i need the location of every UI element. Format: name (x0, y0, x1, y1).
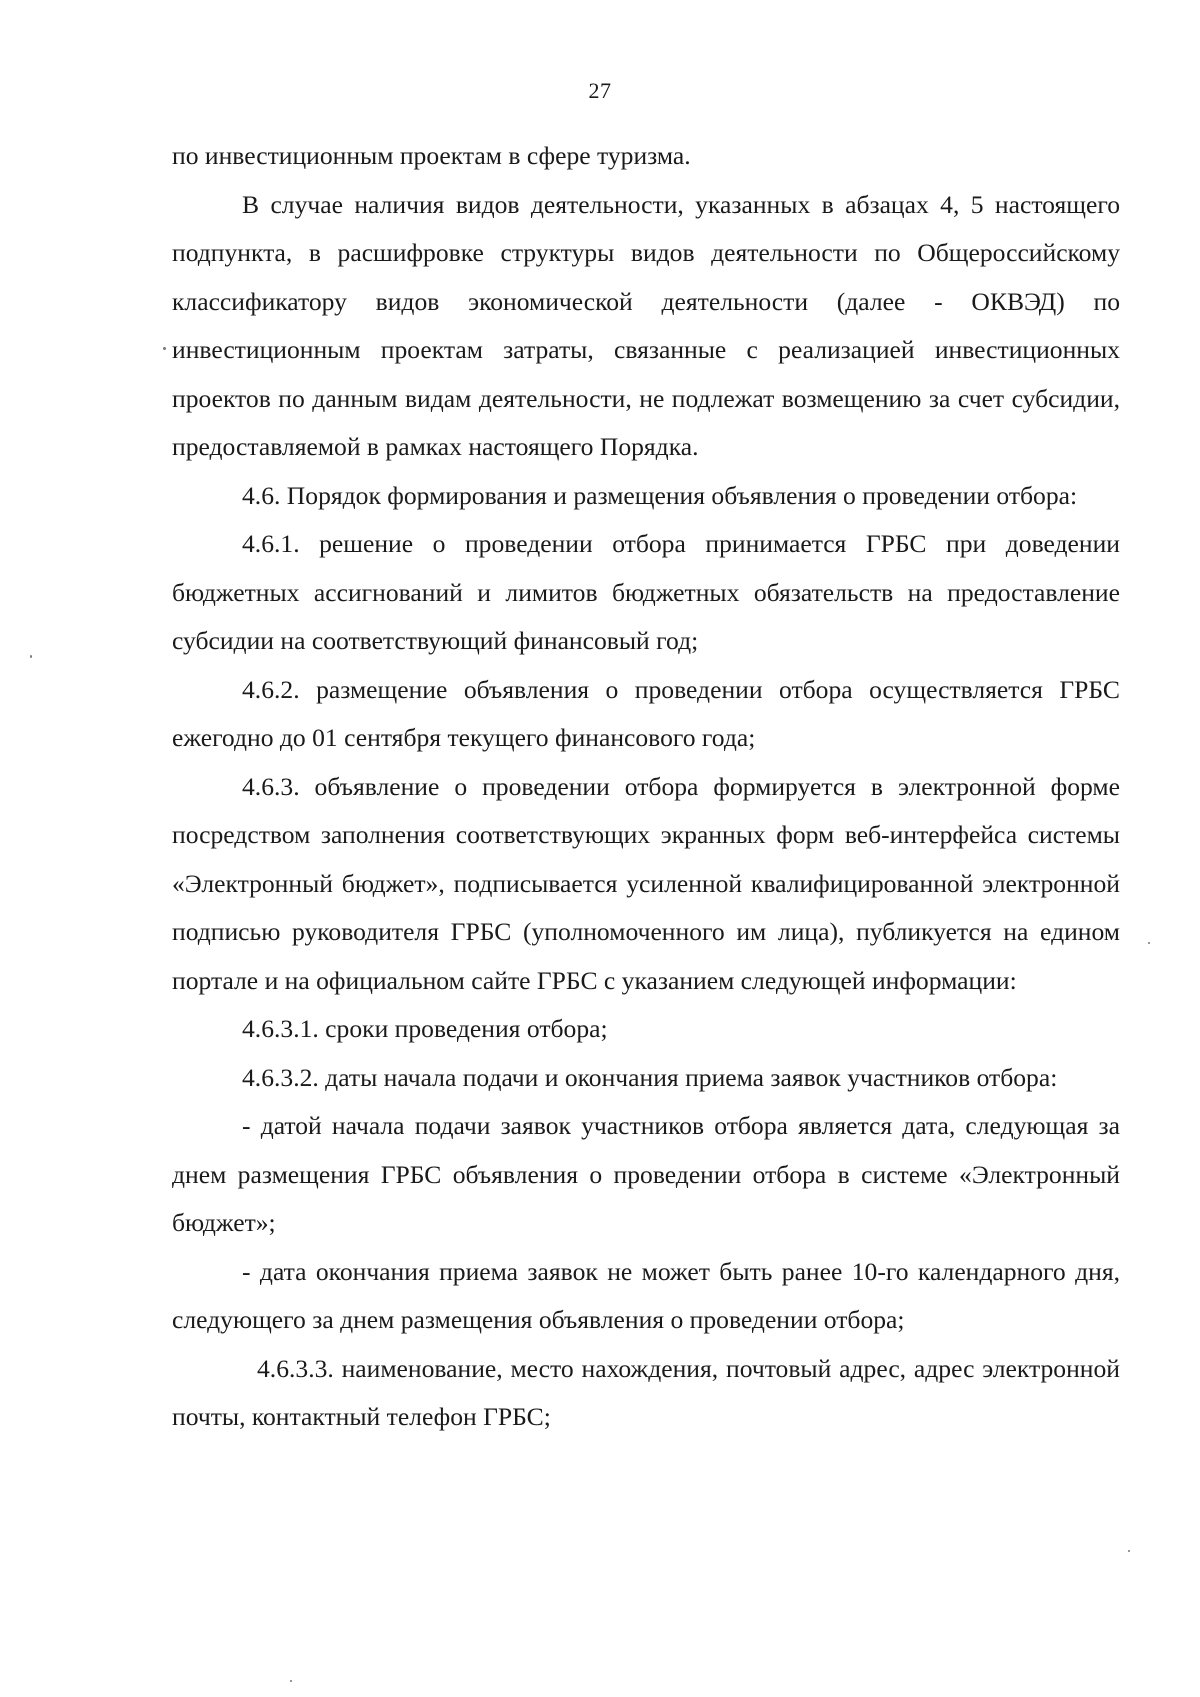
paragraph-section-4-6-3-1: 4.6.3.1. сроки проведения отбора; (242, 1014, 608, 1043)
page-number: 27 (588, 78, 612, 103)
document-body (172, 132, 1120, 1442)
paragraph-okved-exclusion: В случае наличия видов деятельности, указанных в абзацах 4, 5 настоящего подпункта, в расшифровке структуры видов деятельности по Общероссийскому классификатору видов экономической деятельности (далее - ОКВЭД) по инвестиционным проектам затраты, связанные с реализацией инвестиционных проектов по данным видам деятельности, не подлежат возмещению за счет субсидии, предоставляемой в рамках настоящего Порядка. (172, 189, 1120, 461)
paragraph-end-date-rule: - дата окончания приема заявок не может быть ранее 10-го календарного дня, следующего за днем размещения объявления о проведении отбора; (172, 1256, 1120, 1334)
paragraph-continuation: по инвестиционным проектам в сфере туризма. (172, 141, 691, 170)
paragraph-section-4-6-3-3: 4.6.3.3. наименование, место нахождения, почтовый адрес, адрес электронной почты, контактный телефон ГРБС; (172, 1353, 1120, 1431)
paragraph-section-4-6-3-2: 4.6.3.2. даты начала подачи и окончания приема заявок участников отбора: (242, 1062, 1058, 1092)
paragraph-section-4-6-2: 4.6.2. размещение объявления о проведении отбора осуществляется ГРБС ежегодно до 01 сентября текущего финансового года; (172, 674, 1120, 752)
paragraph-section-4-6-1: 4.6.1. решение о проведении отбора принимается ГРБС при доведении бюджетных ассигнований и лимитов бюджетных обязательств на предоставление субсидии на соответствующий финансовый год; (172, 529, 1120, 655)
paragraph-start-date-rule: - датой начала подачи заявок участников отбора является дата, следующая за днем размещения ГРБС объявления о проведении отбора в системе «Электронный бюджет»; (172, 1111, 1120, 1237)
paragraph-section-4-6-3: 4.6.3. объявление о проведении отбора формируется в электронной форме посредством заполнения соответствующих экранных форм веб-интерфейса системы «Электронный бюджет», подписывается усиленной квалифицированной электронной подписью руководителя ГРБС (уполномоченного им лица), публикуется на едином портале и на официальном сайте ГРБС с указанием следующей информации: (172, 771, 1120, 995)
paragraph-section-4-6: 4.6. Порядок формирования и размещения объявления о проведении отбора: (242, 480, 1078, 510)
